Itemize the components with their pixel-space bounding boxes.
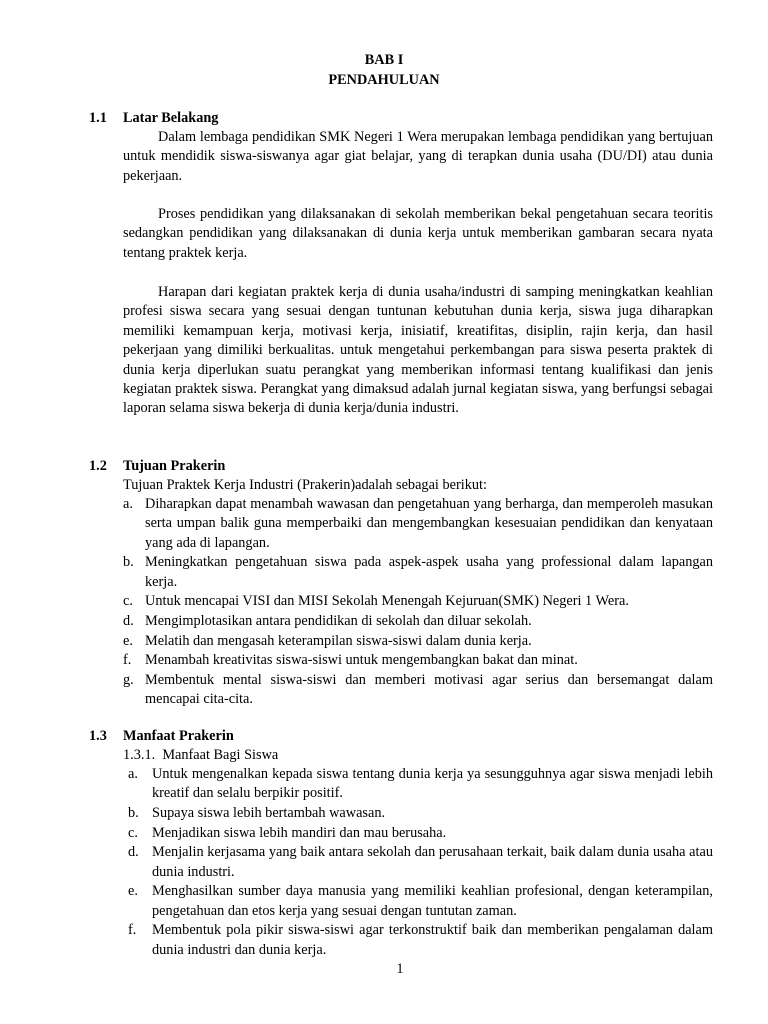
list-intro: Tujuan Praktek Kerja Industri (Prakerin)adalah sebagai berikut:: [123, 477, 487, 493]
list-item: [123, 632, 713, 651]
list-marker: d.: [123, 613, 134, 629]
list-marker: f.: [123, 652, 132, 669]
list-item-text: Supaya siswa lebih bertambah wawasan.: [152, 805, 386, 821]
list-item-text: Menjalin kerjasama yang baik antara sekolah dan perusahaan terkait, baik dalam dunia usaha atau dunia industri.: [152, 844, 713, 880]
list-marker: g.: [123, 671, 134, 688]
paragraph: Proses pendidikan yang dilaksanakan di sekolah memberikan bekal pengetahuan secara teoritis sedangkan pendidikan yang dilaksanakan di dunia kerja untuk memberikan gambaran secara nyata tentang praktek kerja.: [123, 206, 713, 261]
list-item-text: Membentuk mental siswa-siswi dan memberi motivasi agar serius dan bersemangat dalam mencapai cita-cita.: [145, 671, 713, 708]
page-number: 1: [396, 961, 404, 977]
list-item-text: Menghasilkan sumber daya manusia yang memiliki keahlian profesional, dengan keterampilan, pengetahuan dan etos kerja yang sesuai dengan tuntutan zaman.: [152, 883, 713, 919]
list-item-text: Mengimplotasikan antara pendidikan di sekolah dan diluar sekolah.: [145, 613, 532, 629]
list-marker: a.: [128, 766, 138, 782]
list-item: [123, 651, 713, 670]
subsection-heading: 1.3.1. Manfaat Bagi Siswa: [123, 747, 279, 763]
list-item: [123, 495, 713, 553]
list-item: [123, 612, 713, 631]
list-marker: a.: [123, 496, 133, 512]
list-item: [128, 804, 713, 823]
list-item-text: Untuk mencapai VISI dan MISI Sekolah Menengah Kejuruan(SMK) Negeri 1 Wera.: [145, 593, 629, 610]
list-item: [128, 824, 713, 843]
list-marker: b.: [123, 554, 134, 571]
chapter-title: PENDAHULUAN: [328, 72, 440, 88]
list-item: [128, 921, 713, 960]
section-number: 1.2: [89, 458, 107, 474]
section-heading-tujuan-prakerin: [89, 457, 225, 476]
section-title: Tujuan Prakerin: [123, 458, 226, 474]
list-item: [123, 553, 713, 592]
section-number: 1.1: [89, 110, 107, 126]
list-marker: e.: [123, 632, 133, 649]
list-marker: c.: [123, 593, 133, 610]
section-title: Manfaat Prakerin: [123, 728, 234, 744]
list-item: [123, 592, 713, 611]
list-item-text: Diharapkan dapat menambah wawasan dan pengetahuan yang berharga, dan memperoleh masukan serta umpan balik guna memperbaiki dan mengembangkan kesesuaian pendidikan dan kenyataan yang ada di lapangan.: [145, 496, 713, 551]
list-marker: e.: [128, 883, 138, 900]
list-item: [128, 843, 713, 882]
list-item-text: Membentuk pola pikir siswa-siswi agar terkonstruktif baik dan memberikan pengalaman dalam dunia industri dan dunia kerja.: [152, 922, 713, 958]
list-item: [128, 882, 713, 921]
list-marker: f.: [128, 922, 137, 939]
section-heading-latar-belakang: [89, 109, 218, 128]
list-marker: d.: [128, 844, 139, 861]
section-number: 1.3: [89, 728, 107, 744]
tujuan-list: [123, 495, 713, 710]
list-item: [128, 765, 713, 804]
paragraph: Dalam lembaga pendidikan SMK Negeri 1 Wera merupakan lembaga pendidikan yang bertujuan untuk mendidik siswa-siswanya agar giat belajar, yang di terapkan dunia usaha (DU/DI) atau dunia pekerjaan.: [123, 129, 713, 184]
list-item-text: Untuk mengenalkan kepada siswa tentang dunia kerja ya sesungguhnya agar siswa menjadi lebih kreatif dan selalu berpikir positif.: [152, 766, 713, 802]
list-item: [123, 671, 713, 710]
section-title: Latar Belakang: [123, 110, 219, 126]
list-item-text: Melatih dan mengasah keterampilan siswa-siswi dalam dunia kerja.: [145, 632, 532, 649]
paragraph: Harapan dari kegiatan praktek kerja di dunia usaha/industri di samping meningkatkan keahlian profesi siswa secara yang sesuai dengan tuntunan kebutuhan dunia kerja, siswa juga diharapkan memiliki kemampuan kerja, motivasi kerja, inisiatif, kreatifitas, disiplin, rajin kerja, dan hasil pekerjaan yang dimiliki berkualitas. untuk mengetahui perkembangan para siswa peserta praktek di dunia kerja diperlukan suatu perangkat yang memberikan informasi tentang kualifikasi dan jenis kegiatan praktek siswa. Perangkat yang dimaksud adalah jurnal kegiatan siswa, yang berfungsi sebagai laporan selama siswa bekerja di dunia kerja/dunia industri.: [123, 284, 713, 417]
list-item-text: Menambah kreativitas siswa-siswi untuk mengembangkan bakat dan minat.: [145, 652, 578, 669]
list-item-text: Menjadikan siswa lebih mandiri dan mau berusaha.: [152, 824, 447, 841]
list-item-text: Meningkatkan pengetahuan siswa pada aspek-aspek usaha yang professional dalam lapangan kerja.: [145, 554, 713, 590]
chapter-number: BAB I: [364, 52, 404, 68]
list-marker: c.: [128, 824, 138, 841]
section-heading-manfaat-prakerin: [89, 727, 234, 746]
manfaat-list: [128, 765, 713, 960]
list-marker: b.: [128, 805, 139, 821]
